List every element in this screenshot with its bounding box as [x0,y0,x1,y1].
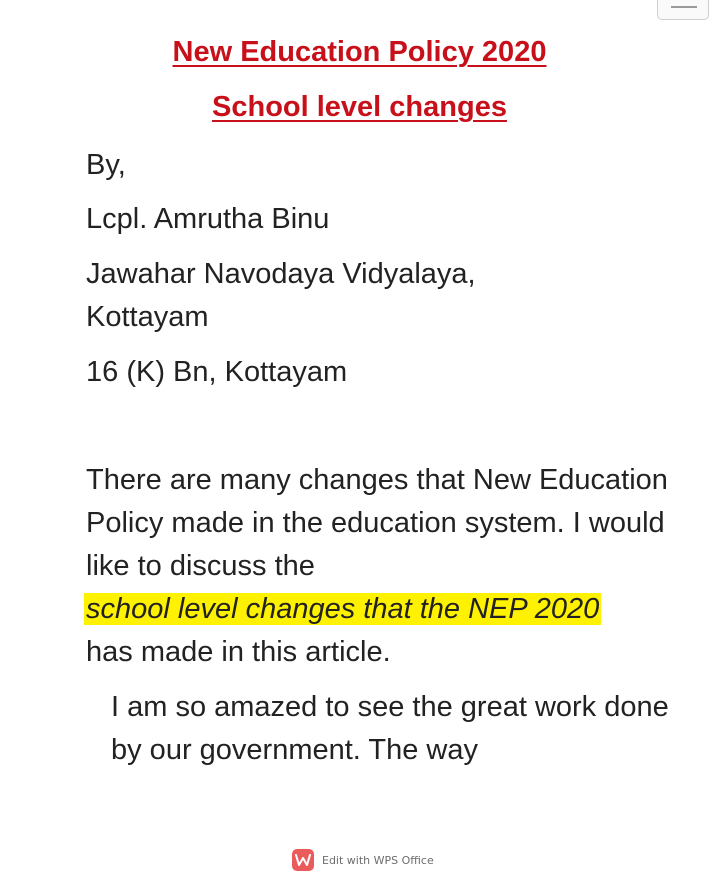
unit-line: 16 (K) Bn, Kottayam [86,356,348,388]
intro-paragraph [86,459,686,674]
menu-icon [671,6,697,8]
wps-office-icon [292,849,314,871]
body-paragraph: I am so amazed to see the great work done by our government. The way [111,691,669,766]
byline: By, [86,149,126,181]
document-title: New Education Policy 2020 [172,36,547,68]
intro-text-start: There are many changes that New Education Policy made in the education system. I would like to discuss the [86,464,668,582]
intro-text-end: has made in this article. [86,636,391,668]
school-line-2: Kottayam [86,301,209,333]
document-subtitle: School level changes [212,91,507,123]
school-line-1: Jawahar Navodaya Vidyalaya, [86,258,476,290]
author-name: Lcpl. Amrutha Binu [86,203,330,235]
highlighted-text: school level changes that the NEP 2020 [86,593,600,625]
menu-button[interactable] [657,0,709,20]
edit-with-wps-label: Edit with WPS Office [322,853,434,867]
edit-with-wps-button[interactable] [292,848,434,872]
